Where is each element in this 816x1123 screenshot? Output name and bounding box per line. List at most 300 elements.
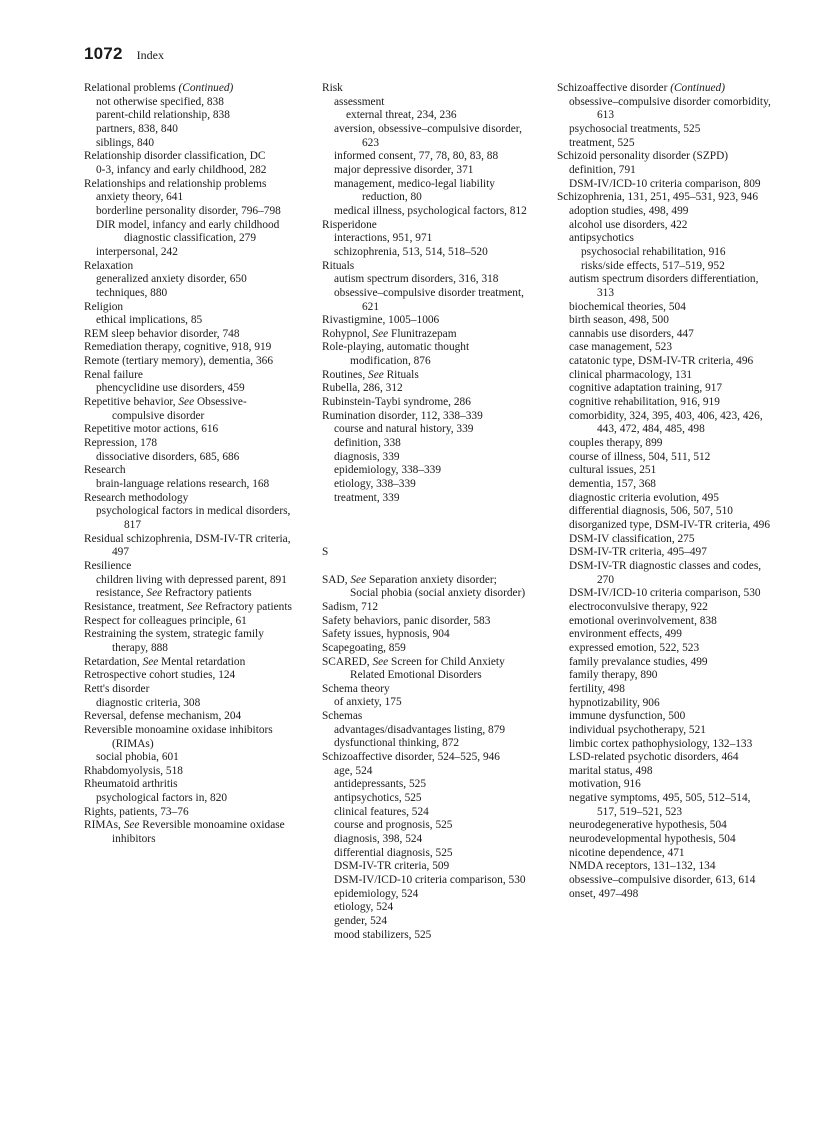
index-subentry	[557, 601, 773, 615]
index-subentry	[322, 109, 528, 123]
entry-text: Renal failure	[84, 368, 143, 381]
entry-text: mood stabilizers, 525	[334, 928, 432, 941]
index-subentry	[322, 96, 528, 110]
index-subentry	[322, 246, 528, 260]
entry-reference: Refractory patients	[162, 587, 252, 600]
index-subentry	[322, 860, 528, 874]
running-head: Index	[136, 48, 164, 62]
index-subentry	[557, 642, 773, 656]
index-subentry	[557, 355, 773, 369]
index-subentry	[557, 819, 773, 833]
entry-text: Role-playing, automatic thought modification, 876	[322, 341, 470, 368]
index-subentry	[557, 860, 773, 874]
index-entry	[322, 615, 528, 629]
index-subentry	[557, 205, 773, 219]
spacer	[322, 505, 528, 519]
entry-italic: See	[368, 368, 384, 381]
index-subentry	[322, 833, 528, 847]
page-header	[84, 44, 164, 64]
index-entry	[84, 683, 294, 697]
index-entry	[84, 656, 294, 670]
index-subentry	[322, 765, 528, 779]
index-subentry	[84, 219, 294, 246]
entry-text: Rivastigmine, 1005–1006	[322, 314, 440, 327]
entry-text: epidemiology, 524	[334, 887, 419, 900]
entry-text: risks/side effects, 517–519, 952	[581, 259, 725, 272]
index-column-1	[84, 82, 294, 847]
index-subentry	[557, 464, 773, 478]
index-subentry	[84, 164, 294, 178]
index-subentry	[557, 382, 773, 396]
index-subentry	[557, 765, 773, 779]
entry-text: psychosocial treatments, 525	[569, 122, 701, 135]
entry-text: differential diagnosis, 525	[334, 846, 453, 859]
entry-reference: Mental retardation	[158, 655, 246, 668]
entry-text: cognitive adaptation training, 917	[569, 382, 723, 395]
entry-italic: (Continued)	[670, 82, 726, 94]
entry-text: antipsychotics	[569, 232, 634, 245]
entry-text: epidemiology, 338–339	[334, 464, 442, 477]
index-subentry	[557, 96, 773, 123]
index-entry	[84, 710, 294, 724]
index-subentry	[322, 724, 528, 738]
entry-text: phencyclidine use disorders, 459	[96, 382, 245, 395]
page-number: 1072	[84, 44, 123, 63]
index-entry	[322, 260, 528, 274]
index-entry	[84, 601, 294, 615]
index-subentry	[322, 178, 528, 205]
index-subentry	[84, 505, 294, 532]
entry-text: Reversal, defense mechanism, 204	[84, 710, 242, 723]
index-subentry	[557, 888, 773, 902]
entry-text: Research	[84, 464, 126, 477]
index-subentry	[322, 778, 528, 792]
index-subentry	[557, 833, 773, 847]
index-subentry	[322, 492, 528, 506]
index-subentry	[557, 533, 773, 547]
index-subentry	[322, 901, 528, 915]
entry-text: Rheumatoid arthritis	[84, 778, 178, 791]
entry-text: clinical features, 524	[334, 805, 429, 818]
index-subentry	[84, 191, 294, 205]
entry-text: management, medico-legal liability reduction, 80	[334, 177, 495, 204]
index-entry	[84, 341, 294, 355]
index-subentry	[557, 396, 773, 410]
entry-text: hypnotizability, 906	[569, 696, 660, 709]
index-entry	[322, 628, 528, 642]
index-subentry	[322, 888, 528, 902]
index-column-3	[557, 82, 773, 901]
entry-text: neurodevelopmental hypothesis, 504	[569, 833, 736, 846]
entry-italic: See	[372, 327, 389, 340]
index-subentry	[557, 792, 773, 819]
index-entry	[84, 178, 294, 192]
entry-text: brain-language relations research, 168	[96, 478, 270, 491]
index-subentry	[557, 273, 773, 300]
entry-text: Repetitive behavior,	[84, 396, 179, 409]
entry-text: partners, 838, 840	[96, 122, 178, 135]
entry-text: autism spectrum disorders, 316, 318	[334, 273, 499, 286]
entry-text: psychosocial rehabilitation, 916	[581, 245, 726, 258]
entry-text: Safety issues, hypnosis, 904	[322, 628, 450, 641]
entry-text: Risperidone	[322, 218, 377, 231]
entry-text: emotional overinvolvement, 838	[569, 614, 717, 627]
entry-text: antidepressants, 525	[334, 778, 426, 791]
entry-text: Rubinstein-Taybi syndrome, 286	[322, 396, 471, 409]
index-entry	[84, 615, 294, 629]
index-subentry	[557, 697, 773, 711]
entry-text: neurodegenerative hypothesis, 504	[569, 819, 727, 832]
entry-text: Routines,	[322, 368, 369, 381]
entry-text: marital status, 498	[569, 764, 653, 777]
index-subentry	[557, 232, 773, 246]
entry-text: techniques, 880	[96, 286, 168, 299]
entry-text: diagnosis, 398, 524	[334, 833, 423, 846]
entry-text: couples therapy, 899	[569, 437, 663, 450]
entry-text: course and natural history, 339	[334, 423, 474, 436]
index-subentry	[557, 738, 773, 752]
index-entry	[84, 533, 294, 560]
index-subentry	[322, 273, 528, 287]
index-subentry	[557, 628, 773, 642]
entry-text: fertility, 498	[569, 682, 625, 695]
entry-text: DSM-IV-TR criteria, 509	[334, 860, 450, 873]
entry-italic: See	[146, 587, 163, 600]
index-subentry	[557, 246, 773, 260]
entry-text: gender, 524	[334, 914, 388, 927]
index-entry	[322, 710, 528, 724]
entry-text: LSD-related psychotic disorders, 464	[569, 751, 739, 764]
index-subentry	[557, 587, 773, 601]
entry-text: generalized anxiety disorder, 650	[96, 273, 247, 286]
entry-text: comorbidity, 324, 395, 403, 406, 423, 426, 443, 472, 484, 485, 498	[569, 409, 763, 436]
entry-text: advantages/disadvantages listing, 879	[334, 723, 506, 736]
entry-text: 0-3, infancy and early childhood, 282	[96, 163, 267, 176]
entry-text: schizophrenia, 513, 514, 518–520	[334, 245, 488, 258]
spacer	[322, 533, 528, 547]
index-subentry	[322, 437, 528, 451]
entry-text: Repression, 178	[84, 437, 158, 450]
entry-text: treatment, 525	[569, 136, 635, 149]
entry-text: immune dysfunction, 500	[569, 710, 686, 723]
index-subentry	[322, 806, 528, 820]
index-entry	[322, 601, 528, 615]
entry-text: Respect for colleagues principle, 61	[84, 614, 247, 627]
entry-text: DSM-IV-TR diagnostic classes and codes, 270	[569, 559, 762, 586]
index-subentry	[557, 410, 773, 437]
index-subentry	[557, 519, 773, 533]
index-subentry	[322, 232, 528, 246]
index-subentry	[557, 847, 773, 861]
index-entry	[322, 683, 528, 697]
entry-text: birth season, 498, 500	[569, 314, 669, 327]
index-entry	[322, 314, 528, 328]
index-subentry	[84, 137, 294, 151]
entry-text: major depressive disorder, 371	[334, 163, 474, 176]
index-subentry	[557, 724, 773, 738]
entry-reference: Reversible monoamine oxidase inhibitors	[112, 819, 285, 846]
entry-text: motivation, 916	[569, 778, 641, 791]
entry-text: treatment, 339	[334, 491, 400, 504]
entry-text: Resilience	[84, 559, 132, 572]
entry-text: RIMAs,	[84, 819, 124, 832]
entry-text: parent-child relationship, 838	[96, 109, 230, 122]
entry-text: not otherwise specified, 838	[96, 95, 224, 108]
entry-text: course and prognosis, 525	[334, 819, 453, 832]
index-subentry	[557, 301, 773, 315]
index-entry	[322, 751, 528, 765]
index-subentry	[322, 451, 528, 465]
index-subentry	[322, 819, 528, 833]
entry-text: family therapy, 890	[569, 669, 658, 682]
index-subentry	[557, 683, 773, 697]
index-subentry	[557, 560, 773, 587]
entry-reference: Screen for Child Anxiety Related Emotional Disorders	[350, 655, 505, 682]
entry-text: negative symptoms, 495, 505, 512–514, 517, 519–521, 523	[569, 792, 751, 818]
entry-text: definition, 338	[334, 437, 401, 450]
entry-italic: See	[142, 655, 159, 668]
entry-text: individual psychotherapy, 521	[569, 723, 706, 736]
index-entry	[322, 328, 528, 342]
index-subentry	[322, 792, 528, 806]
entry-text: Scapegoating, 859	[322, 641, 406, 654]
entry-text: Schema theory	[322, 682, 390, 695]
index-entry	[322, 656, 528, 683]
index-subentry	[322, 737, 528, 751]
index-subentry	[84, 246, 294, 260]
entry-text: siblings, 840	[96, 136, 154, 149]
index-subentry	[557, 874, 773, 888]
entry-italic: See	[372, 655, 389, 668]
index-subentry	[84, 314, 294, 328]
index-subentry	[557, 451, 773, 465]
entry-text: Schizophrenia, 131, 251, 495–531, 923, 946	[557, 191, 759, 204]
entry-text: social phobia, 601	[96, 751, 179, 764]
index-entry	[322, 219, 528, 233]
entry-text: DIR model, infancy and early childhood diagnostic classification, 279	[96, 218, 280, 245]
entry-text: clinical pharmacology, 131	[569, 368, 693, 381]
entry-text: DSM-IV classification, 275	[569, 532, 695, 545]
index-subentry	[557, 751, 773, 765]
entry-text: Research methodology	[84, 491, 189, 504]
index-subentry	[84, 751, 294, 765]
index-subentry	[557, 219, 773, 233]
index-entry	[557, 191, 773, 205]
entry-text: diagnosis, 339	[334, 450, 400, 463]
index-entry	[84, 260, 294, 274]
entry-text: nicotine dependence, 471	[569, 846, 685, 859]
entry-italic: See	[178, 396, 195, 409]
entry-text: Schemas	[322, 710, 363, 723]
index-subentry	[557, 478, 773, 492]
entry-text: DSM-IV/ICD-10 criteria comparison, 530	[569, 587, 761, 600]
entry-text: electroconvulsive therapy, 922	[569, 600, 708, 613]
entry-text: age, 524	[334, 764, 373, 777]
entry-text: biochemical theories, 504	[569, 300, 686, 313]
index-subentry	[322, 150, 528, 164]
index-entry	[84, 150, 294, 164]
index-subentry	[84, 123, 294, 137]
index-subentry	[322, 164, 528, 178]
index-subentry	[84, 697, 294, 711]
entry-text: catatonic type, DSM-IV-TR criteria, 496	[569, 355, 754, 368]
entry-text: dementia, 157, 368	[569, 478, 656, 491]
index-subentry	[557, 314, 773, 328]
index-subentry	[557, 546, 773, 560]
index-subentry	[84, 382, 294, 396]
entry-text: Schizoid personality disorder (SZPD)	[557, 150, 729, 163]
entry-text: Rhabdomyolysis, 518	[84, 764, 183, 777]
entry-text: Residual schizophrenia, DSM-IV-TR criteria, 497	[84, 532, 291, 559]
entry-text: of anxiety, 175	[334, 696, 402, 709]
index-subentry	[322, 915, 528, 929]
index-subentry	[557, 123, 773, 137]
index-entry	[84, 765, 294, 779]
entry-text: psychological factors in medical disorders, 817	[96, 505, 291, 531]
index-subentry	[557, 778, 773, 792]
index-entry	[84, 396, 294, 423]
entry-text: course of illness, 504, 511, 512	[569, 450, 711, 463]
index-subentry	[557, 164, 773, 178]
entry-text: etiology, 524	[334, 901, 394, 914]
entry-text: external threat, 234, 236	[346, 109, 457, 122]
index-entry	[322, 396, 528, 410]
index-subentry	[84, 273, 294, 287]
index-subentry	[84, 792, 294, 806]
index-subentry	[322, 423, 528, 437]
index-subentry	[557, 137, 773, 151]
index-subentry	[322, 464, 528, 478]
entry-text: interpersonal, 242	[96, 245, 178, 258]
index-entry	[84, 328, 294, 342]
entry-text: cognitive rehabilitation, 916, 919	[569, 396, 720, 409]
entry-text: Rights, patients, 73–76	[84, 805, 189, 818]
entry-text: case management, 523	[569, 341, 672, 354]
index-subentry	[557, 656, 773, 670]
index-subentry	[84, 574, 294, 588]
entry-text: SAD,	[322, 573, 351, 586]
index-entry	[84, 628, 294, 655]
entry-text: onset, 497–498	[569, 887, 639, 900]
entry-text: etiology, 338–339	[334, 478, 416, 491]
index-entry	[84, 560, 294, 574]
index-entry	[557, 82, 773, 96]
entry-italic: See	[123, 819, 140, 832]
index-subentry	[84, 587, 294, 601]
entry-text: differential diagnosis, 506, 507, 510	[569, 505, 733, 518]
entry-text: diagnostic criteria evolution, 495	[569, 491, 719, 504]
index-subentry	[84, 451, 294, 465]
index-subentry	[322, 929, 528, 943]
entry-text: Restraining the system, strategic family therapy, 888	[84, 628, 264, 654]
entry-text: SCARED,	[322, 655, 373, 668]
index-subentry	[322, 874, 528, 888]
index-entry	[84, 423, 294, 437]
entry-text: cannabis use disorders, 447	[569, 327, 694, 340]
entry-text: Resistance, treatment,	[84, 600, 187, 613]
index-entry	[557, 150, 773, 164]
index-subentry	[322, 123, 528, 150]
entry-text: Repetitive motor actions, 616	[84, 423, 219, 436]
entry-text: borderline personality disorder, 796–798	[96, 204, 281, 217]
entry-italic: (Continued)	[178, 82, 234, 94]
index-entry	[322, 382, 528, 396]
entry-text: expressed emotion, 522, 523	[569, 641, 700, 654]
entry-text: Relationships and relationship problems	[84, 177, 267, 190]
entry-text: DSM-IV-TR criteria, 495–497	[569, 546, 707, 559]
entry-reference: Flunitrazepam	[388, 327, 457, 340]
index-subentry	[322, 287, 528, 314]
entry-text: diagnostic criteria, 308	[96, 696, 201, 709]
index-entry	[84, 492, 294, 506]
entry-text: obsessive–compulsive disorder, 613, 614	[569, 874, 756, 887]
entry-text: Remediation therapy, cognitive, 918, 919	[84, 341, 272, 354]
entry-text: environment effects, 499	[569, 628, 682, 641]
entry-text: Rumination disorder, 112, 338–339	[322, 409, 483, 422]
entry-text: medical illness, psychological factors, 812	[334, 204, 527, 217]
entry-text: ethical implications, 85	[96, 314, 203, 327]
entry-text: Rett's disorder	[84, 682, 150, 695]
entry-text: Rohypnol,	[322, 327, 373, 340]
entry-text: Risk	[322, 82, 343, 94]
entry-text: Schizoaffective disorder	[557, 82, 671, 94]
entry-italic: See	[186, 600, 203, 613]
entry-text: Religion	[84, 300, 124, 313]
entry-reference: Obsessive-compulsive disorder	[112, 396, 247, 422]
index-subentry	[557, 710, 773, 724]
entry-text: adoption studies, 498, 499	[569, 204, 689, 217]
entry-text: psychological factors in, 820	[96, 792, 228, 805]
spacer	[322, 519, 528, 533]
index-subentry	[557, 369, 773, 383]
entry-text: Retardation,	[84, 655, 143, 668]
index-subentry	[557, 437, 773, 451]
entry-text: cultural issues, 251	[569, 464, 657, 477]
index-subentry	[557, 492, 773, 506]
index-subentry	[557, 328, 773, 342]
entry-italic: See	[350, 573, 367, 586]
entry-text: Relational problems	[84, 82, 179, 94]
index-entry	[84, 778, 294, 792]
entry-text: limbic cortex pathophysiology, 132–133	[569, 737, 753, 750]
entry-text: DSM-IV/ICD-10 criteria comparison, 530	[334, 874, 526, 886]
entry-text: NMDA receptors, 131–132, 134	[569, 860, 716, 873]
entry-text: obsessive–compulsive disorder treatment, 621	[334, 286, 524, 313]
entry-text: Reversible monoamine oxidase inhibitors (RIMAs)	[84, 723, 273, 750]
index-subentry	[557, 178, 773, 192]
entry-text: Retrospective cohort studies, 124	[84, 669, 236, 682]
index-entry	[84, 369, 294, 383]
entry-reference: Separation anxiety disorder; Social phobia (social anxiety disorder)	[350, 573, 526, 600]
index-entry	[84, 82, 294, 96]
index-subentry	[84, 109, 294, 123]
entry-text: interactions, 951, 971	[334, 232, 433, 245]
index-subentry	[557, 341, 773, 355]
entry-text: antipsychotics, 525	[334, 792, 422, 805]
entry-text: family prevalance studies, 499	[569, 655, 708, 668]
entry-text: Safety behaviors, panic disorder, 583	[322, 614, 491, 627]
index-entry	[322, 410, 528, 424]
entry-text: disorganized type, DSM-IV-TR criteria, 496	[569, 519, 770, 531]
index-entry	[84, 355, 294, 369]
index-subentry	[84, 205, 294, 219]
index-subentry	[557, 260, 773, 274]
index-subentry	[322, 478, 528, 492]
entry-text: autism spectrum disorders differentiation, 313	[569, 273, 759, 299]
index-subentry	[322, 847, 528, 861]
entry-text: REM sleep behavior disorder, 748	[84, 327, 240, 340]
index-entry	[84, 437, 294, 451]
